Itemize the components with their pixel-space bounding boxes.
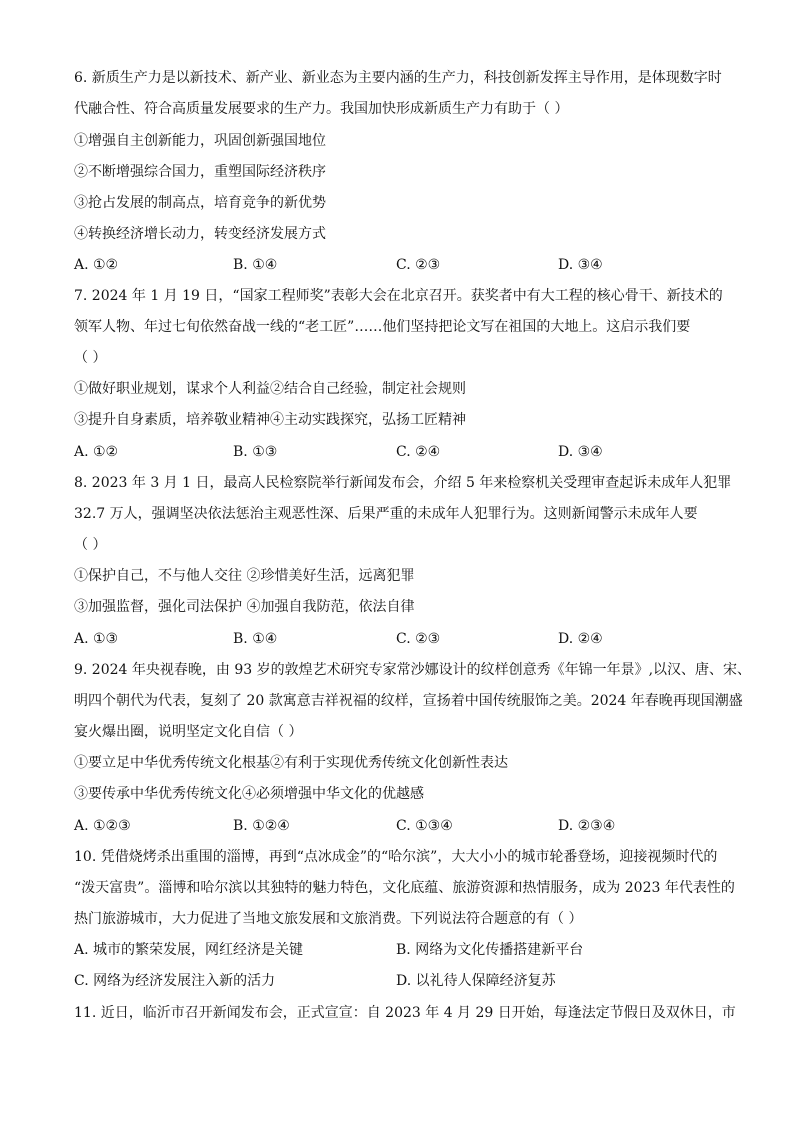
q9-option-b: B. ①②④ — [233, 818, 290, 834]
q7-stem-line-2: 领军人物、年过七旬依然奋战一线的“老工匠”……他们坚持把论文写在祖国的大地上。这启示我们要 — [74, 319, 691, 335]
q8-option-c: C. ②③ — [396, 631, 441, 647]
q9-stem-line-2: 明四个朝代为代表，复刻了 20 款寓意吉祥祝福的纹样，宣扬着中国传统服饰之美。2024 年春晚再现国潮盛 — [74, 693, 743, 709]
q10-option-b: B. 网络为文化传播搭建新平台 — [396, 942, 584, 958]
q6-stem-line-1: 6. 新质生产力是以新技术、新产业、新业态为主要内涵的生产力，科技创新发挥主导作用，是体现数字时 — [74, 70, 722, 86]
q7-item-1: ①做好职业规划，谋求个人利益②结合自己经验，制定社会规则 — [74, 381, 466, 397]
q8-option-a: A. ①③ — [74, 631, 119, 647]
q6-item-1: ①增强自主创新能力，巩固创新强国地位 — [74, 133, 326, 149]
q10-stem-line-3: 热门旅游城市，大力促进了当地文旅发展和文旅消费。下列说法符合题意的有（ ） — [74, 911, 583, 927]
q7-stem-line-3: （ ） — [74, 350, 107, 366]
q7-item-2: ③提升自身素质，培养敬业精神④主动实践探究，弘扬工匠精神 — [74, 412, 466, 428]
q7-stem-line-1: 7. 2024 年 1 月 19 日，“国家工程师奖”表彰大会在北京召开。获奖者中有大工程的核心骨干、新技术的 — [74, 288, 723, 304]
q10-option-a: A. 城市的繁荣发展，网红经济是关键 — [74, 942, 304, 958]
q7-option-a: A. ①② — [74, 444, 119, 460]
q11-stem-line-1: 11. 近日，临沂市召开新闻发布会，正式宣宣：自 2023 年 4 月 29 日开始，每逢法定节假日及双休日，市 — [74, 1005, 736, 1021]
q10-stem-line-2: “泼天富贵”。淄博和哈尔滨以其独特的魅力特色，文化底蕴、旅游资源和热情服务，成为 2023 年代表性的 — [74, 880, 735, 896]
q8-stem-line-2: 32.7 万人，强调坚决依法惩治主观恶性深、后果严重的未成年人犯罪行为。这则新闻警示未成年人要 — [74, 506, 698, 522]
q7-option-b: B. ①③ — [233, 444, 278, 460]
q8-option-d: D. ②④ — [558, 631, 603, 647]
q6-option-d: D. ③④ — [558, 257, 603, 273]
q10-option-c: C. 网络为经济发展注入新的活力 — [74, 973, 276, 989]
q9-stem-line-3: 宴火爆出圈，说明坚定文化自信（ ） — [74, 724, 303, 740]
q7-option-d: D. ③④ — [558, 444, 603, 460]
q6-option-c: C. ②③ — [396, 257, 441, 273]
q6-option-a: A. ①② — [74, 257, 119, 273]
q6-option-b: B. ①④ — [233, 257, 278, 273]
q8-item-1: ①保护自己，不与他人交往 ②珍惜美好生活，远离犯罪 — [74, 568, 415, 584]
q6-item-4: ④转换经济增长动力，转变经济发展方式 — [74, 226, 326, 242]
q6-stem-line-2: 代融合性、符合高质量发展要求的生产力。我国加快形成新质生产力有助于（ ） — [74, 101, 569, 117]
q9-item-2: ③要传承中华优秀传统文化④必须增强中华文化的优越感 — [74, 786, 424, 802]
q7-option-c: C. ②④ — [396, 444, 441, 460]
q8-option-b: B. ①④ — [233, 631, 278, 647]
q10-option-d: D. 以礼待人保障经济复苏 — [396, 973, 556, 989]
q9-option-c: C. ①③④ — [396, 818, 453, 834]
q6-item-3: ③抢占发展的制高点，培育竞争的新优势 — [74, 195, 326, 211]
q10-stem-line-1: 10. 凭借烧烤杀出重围的淄博，再到“点冰成金”的“哈尔滨”，大大小小的城市轮番登场，迎接视频时代的 — [74, 849, 718, 865]
q9-option-a: A. ①②③ — [74, 818, 131, 834]
q6-item-2: ②不断增强综合国力，重塑国际经济秩序 — [74, 164, 326, 180]
q9-stem-line-1: 9. 2024 年央视春晚，由 93 岁的敦煌艺术研究专家常沙娜设计的纹样创意秀《年锦一年景》,以汉、唐、宋、 — [74, 662, 752, 678]
q8-stem-line-1: 8. 2023 年 3 月 1 日，最高人民检察院举行新闻发布会，介绍 5 年来检察机关受理审查起诉未成年人犯罪 — [74, 475, 732, 491]
q9-item-1: ①要立足中华优秀传统文化根基②有利于实现优秀传统文化创新性表达 — [74, 755, 508, 771]
q8-item-2: ③加强监督，强化司法保护 ④加强自我防范，依法自律 — [74, 599, 415, 615]
q9-option-d: D. ②③④ — [558, 818, 616, 834]
q8-stem-line-3: （ ） — [74, 537, 107, 553]
